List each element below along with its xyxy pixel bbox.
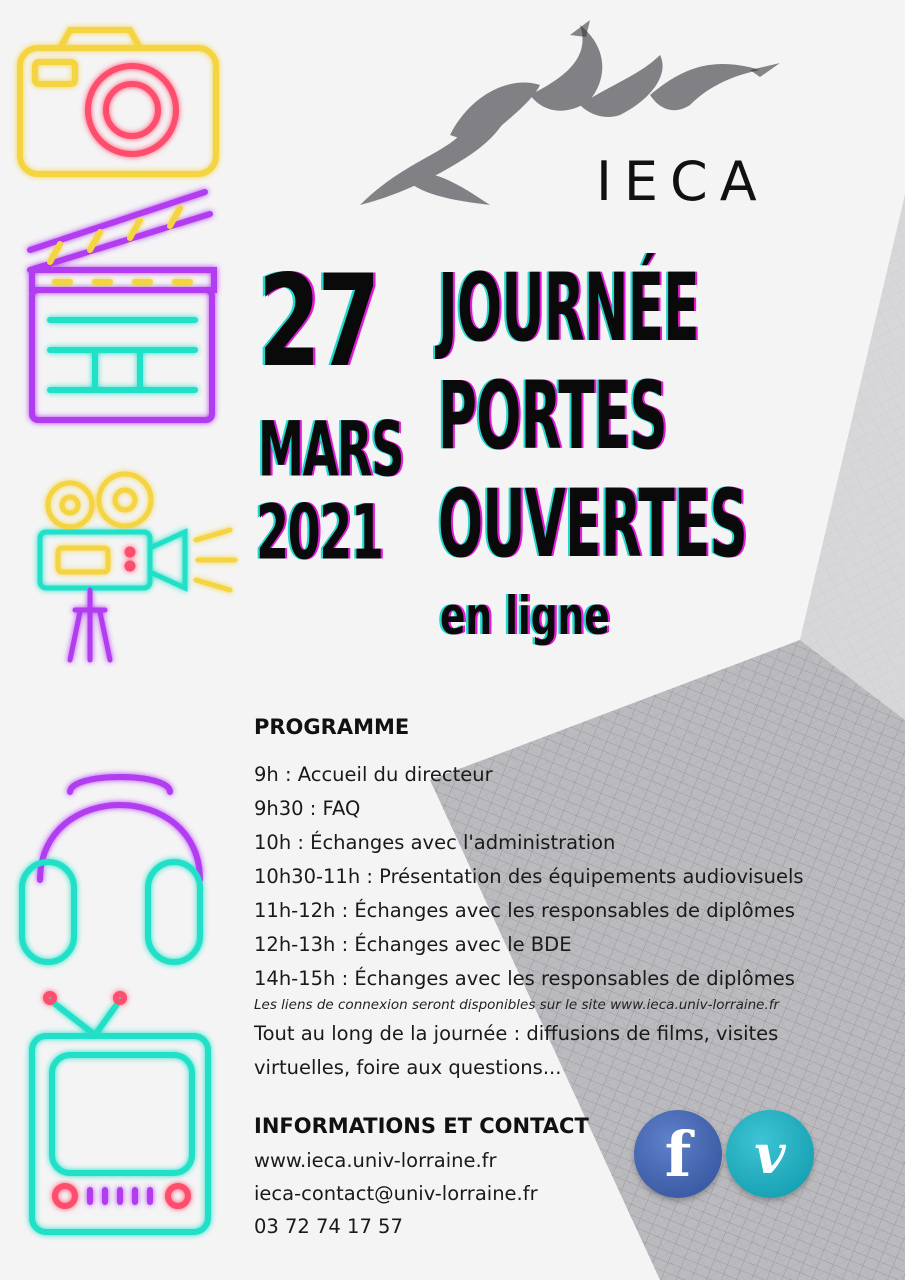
clapperboard-icon [30, 192, 214, 420]
program-item: 11h-12h : Échanges avec les responsables de diplômes [254, 899, 795, 922]
vimeo-glyph: v [754, 1122, 786, 1186]
contact-phone: 03 72 74 17 57 [254, 1215, 403, 1238]
program-item: 9h : Accueil du directeur [254, 763, 493, 786]
program-item: 10h : Échanges avec l'administration [254, 831, 616, 854]
contact-title: INFORMATIONS ET CONTACT [254, 1114, 589, 1138]
headphones-icon [22, 777, 200, 962]
neon-icons-column [0, 0, 260, 1280]
date-year: 2021 [256, 488, 383, 577]
facebook-icon[interactable] [634, 1110, 722, 1198]
program-item: 14h-15h : Échanges avec les responsables de diplômes [254, 967, 795, 990]
headline-title-line: PORTES [438, 362, 667, 471]
date-month: MARS [258, 405, 403, 494]
camera-icon [20, 30, 216, 174]
program-item: 12h-13h : Échanges avec le BDE [254, 933, 572, 956]
program-title: PROGRAMME [254, 715, 410, 739]
program-item: 9h30 : FAQ [254, 797, 361, 820]
vimeo-icon[interactable] [726, 1110, 814, 1198]
headline-title-line: OUVERTES [438, 470, 748, 579]
program-item: 10h30-11h : Présentation des équipements audiovisuels [254, 865, 804, 888]
program-extra-line: virtuelles, foire aux questions... [254, 1056, 562, 1079]
date-day: 27 [258, 247, 377, 395]
tv-icon [32, 994, 208, 1232]
program-note: Les liens de connexion seront disponibles sur le site www.ieca.univ-lorraine.fr [254, 997, 780, 1013]
facebook-glyph: f [664, 1117, 692, 1191]
program-extra-line: Tout au long de la journée : diffusions de films, visites [254, 1022, 779, 1045]
headline-subtitle: en ligne [440, 585, 610, 648]
contact-website-link[interactable]: www.ieca.univ-lorraine.fr [254, 1149, 497, 1172]
headline-title-line: JOURNÉE [438, 254, 699, 363]
contact-email-link[interactable]: ieca-contact@univ-lorraine.fr [254, 1182, 538, 1205]
movie-camera-icon [40, 474, 235, 660]
brand-logo-text: IECA [596, 150, 769, 213]
